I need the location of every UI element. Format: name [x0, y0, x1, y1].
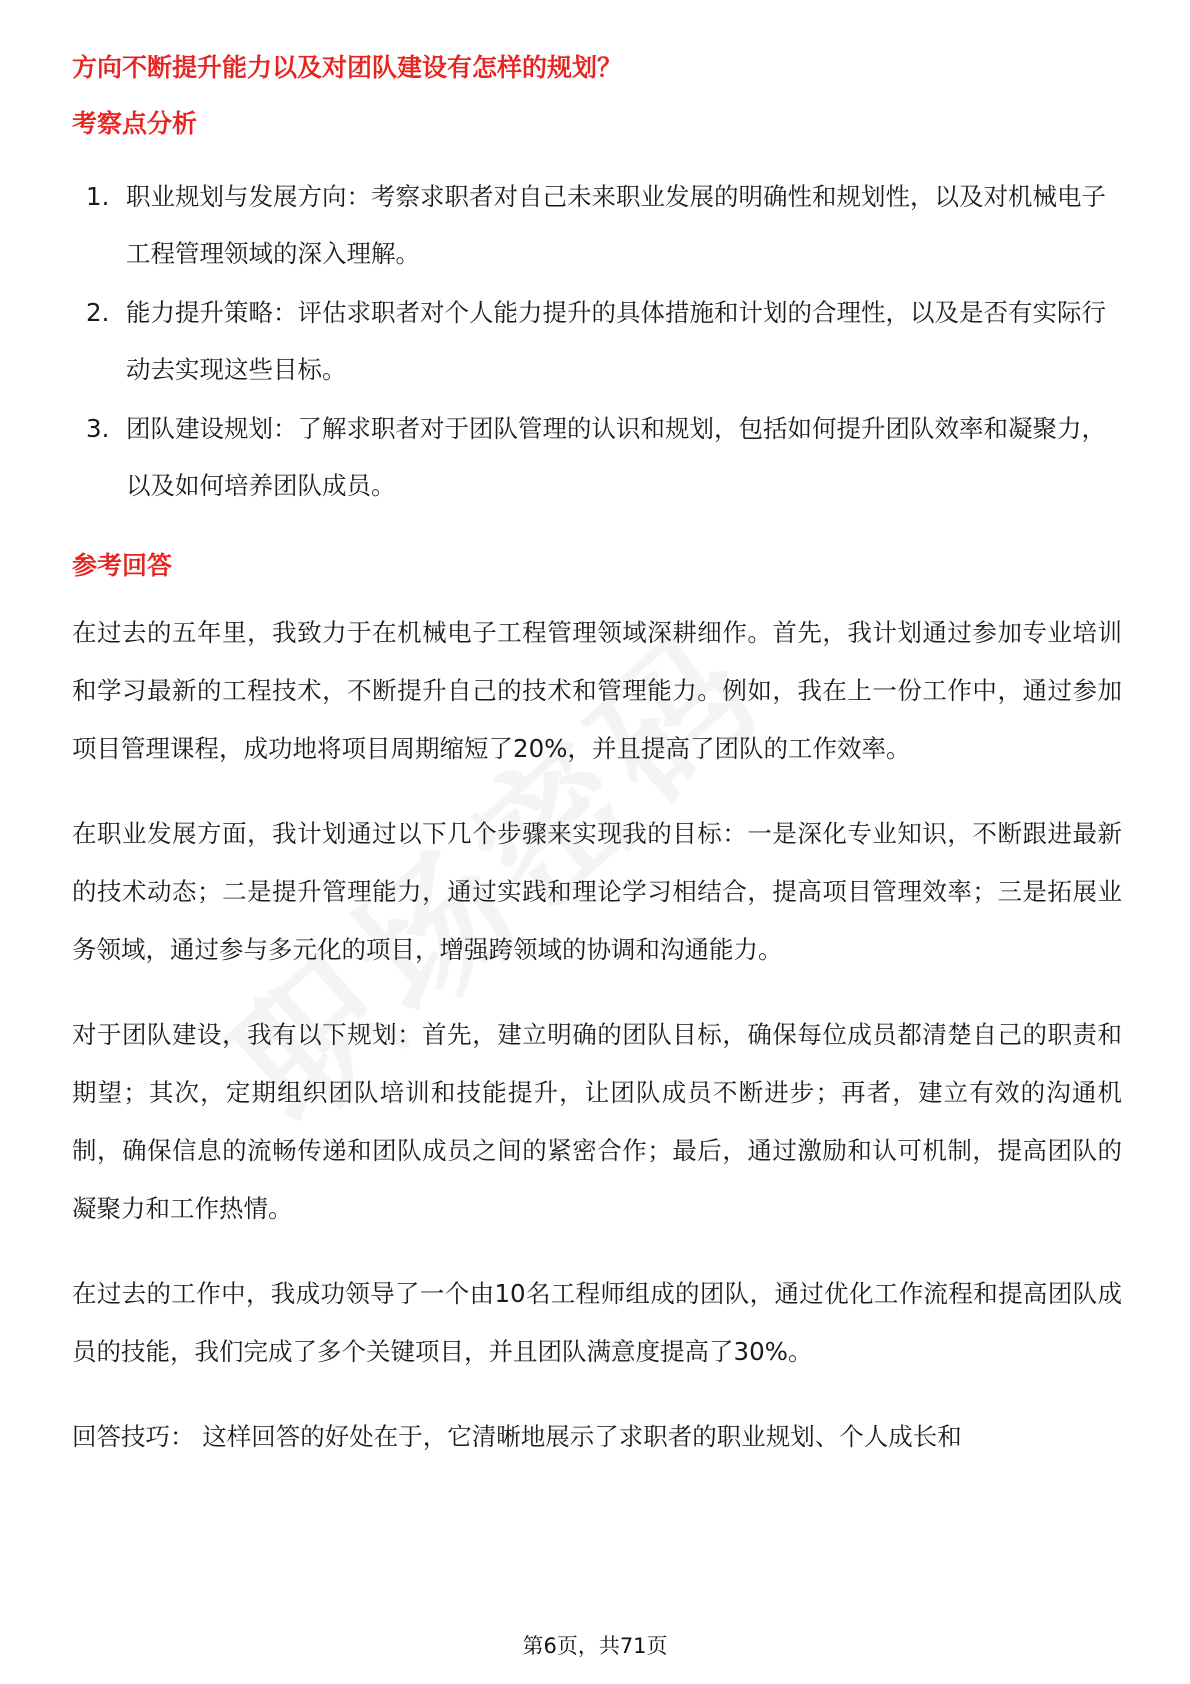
point-number: 2. [86, 298, 110, 327]
page-content [72, 50, 1122, 1466]
answer-tips-paragraph: 回答技巧： 这样回答的好处在于，它清晰地展示了求职者的职业规划、个人成长和 [72, 1422, 962, 1451]
page-footer: 第6页，共71页 [522, 1634, 668, 1658]
answer-paragraph-2: 在职业发展方面，我计划通过以下几个步骤来实现我的目标：一是深化专业知识，不断跟进最新的技术动态；二是提升管理能力，通过实践和理论学习相结合，提高项目管理效率；三是拓展业务领域，通过参与多元化的项目，增强跨领域的协调和沟通能力。 [72, 819, 1122, 964]
analysis-heading: 考察点分析 [72, 109, 198, 138]
question-heading: 方向不断提升能力以及对团队建设有怎样的规划？ [72, 53, 623, 82]
answer-paragraph-1: 在过去的五年里，我致力于在机械电子工程管理领域深耕细作。首先，我计划通过参加专业培训和学习最新的工程技术，不断提升自己的技术和管理能力。例如，我在上一份工作中，通过参加项目管理课程，成功地将项目周期缩短了20%，并且提高了团队的工作效率。 [72, 618, 1122, 763]
point-text: 职业规划与发展方向：考察求职者对自己未来职业发展的明确性和规划性，以及对机械电子工程管理领域的深入理解。 [126, 182, 1106, 268]
analysis-point-2 [72, 284, 1122, 398]
answer-heading: 参考回答 [72, 551, 173, 580]
analysis-point-1 [72, 168, 1122, 282]
analysis-point-3 [72, 400, 1122, 514]
answer-paragraph-3: 对于团队建设，我有以下规划：首先，建立明确的团队目标，确保每位成员都清楚自己的职责和期望；其次，定期组织团队培训和技能提升，让团队成员不断进步；再者，建立有效的沟通机制，确保信息的流畅传递和团队成员之间的紧密合作；最后，通过激励和认可机制，提高团队的凝聚力和工作热情。 [72, 1020, 1122, 1223]
analysis-points-list [72, 168, 1122, 514]
point-text: 团队建设规划：了解求职者对于团队管理的认识和规划，包括如何提升团队效率和凝聚力，以及如何培养团队成员。 [126, 414, 1106, 500]
point-number: 3. [86, 414, 110, 443]
answer-paragraph-4: 在过去的工作中，我成功领导了一个由10名工程师组成的团队，通过优化工作流程和提高团队成员的技能，我们完成了多个关键项目，并且团队满意度提高了30%。 [72, 1279, 1122, 1366]
point-number: 1. [86, 182, 110, 211]
point-text: 能力提升策略：评估求职者对个人能力提升的具体措施和计划的合理性，以及是否有实际行动去实现这些目标。 [126, 298, 1106, 384]
